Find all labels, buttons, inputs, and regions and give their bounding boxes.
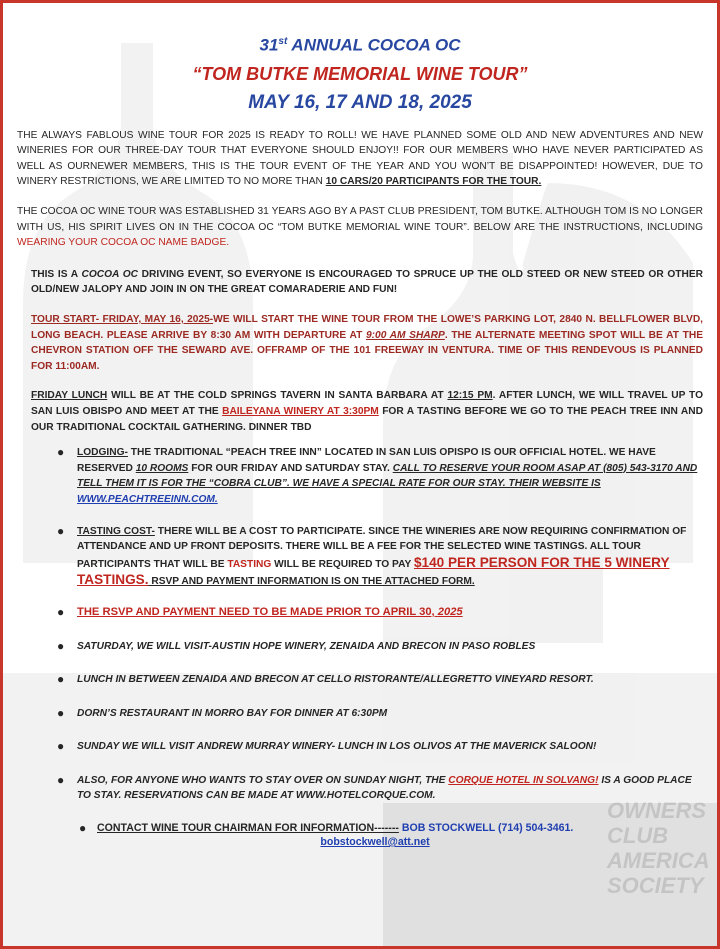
- list-item-lodging: [57, 445, 703, 507]
- peach-tree-website-link[interactable]: WWW.PEACHTREEINN.COM.: [77, 493, 218, 505]
- annual-number: 31: [259, 35, 279, 55]
- intro-text: THE ALWAYS FABLOUS WINE TOUR FOR 2025 IS READY TO ROLL! WE HAVE PLANNED SOME OLD AND NEW ADVENTURES AND NEW WINERIES FOR OUR THREE-DAY TOUR THAT EVERYONE SHOULD ENJOY!! FOR OUR MEMBERS WHO HAVE NEVER PARTICIPATED AS WELL AS OURNEWER MEMBERS, THIS IS THE TOUR EVENT OF THE YEAR AND YOU WON’T BE DISAPPOINTED! HOWEVER, DUE TO WINERY RESTRICTIONS, WE ARE LIMITED TO NO MORE THAN: [17, 129, 703, 188]
- friday-lunch-text: WILL BE AT THE COLD SPRINGS TAVERN IN SANTA BARBARA AT: [107, 390, 448, 402]
- history-paragraph: [17, 204, 703, 251]
- bullet-icon: ●: [57, 672, 65, 687]
- afternoon-text: . AFTER LUNCH, WE WILL TRAVEL UP TO SAN LUIS OBISPO AND MEET AT THE: [31, 390, 704, 417]
- bullet-icon: ●: [57, 705, 65, 720]
- bullet-icon: ●: [79, 821, 87, 836]
- watermark-america: AMERICA: [607, 848, 710, 873]
- lunch-text: LUNCH IN BETWEEN ZENAIDA AND BRECON AT CELLO RISTORANTE/ALLEGRETTO VINEYARD RESORT.: [77, 674, 594, 686]
- list-item-saturday: [57, 638, 703, 655]
- tour-details-list: [17, 445, 703, 804]
- bullet-icon: ●: [57, 523, 65, 538]
- sunday-text: SUNDAY WE WILL VISIT ANDREW MURRAY WINERY- LUNCH IN LOS OLIVOS AT THE MAVERICK SALOON!: [77, 741, 597, 753]
- lodging-label: LODGING-: [77, 447, 128, 459]
- evening-text: FOR A TASTING BEFORE WE GO TO THE PEACH TREE INN AND OUR TRADITIONAL COCKTAIL GATHERING. DINNER TBD: [31, 405, 703, 433]
- contact-email-link[interactable]: bobstockwell@att.net: [320, 836, 430, 849]
- watermark-society: SOCIETY: [607, 873, 704, 898]
- history-text: THE COCOA OC WINE TOUR WAS ESTABLISHED 31 YEARS AGO BY A PAST CLUB PRESIDENT, TOM BUTKE. ALTHOUGH TOM IS NO LONGER WITH US, HIS SPIRIT LIVES ON IN THE COCOA OC “TOM BUTKE MEMORIAL WINE TOUR”. BELOW ARE THE INSTRUCTIONS, INCLUDING: [17, 206, 703, 233]
- deadline-year: 2025: [437, 605, 463, 618]
- watermark-club: CLUB: [607, 823, 669, 848]
- list-item-lunch: [57, 672, 703, 688]
- flyer-content: [3, 3, 717, 848]
- watermark-owners: OWNERS: [607, 798, 706, 823]
- friday-lunch-label: FRIDAY LUNCH: [31, 390, 108, 402]
- tasting-word: TASTING: [227, 558, 272, 570]
- contact-line: [17, 820, 703, 836]
- list-item-dinner: [57, 705, 703, 722]
- tasting-text: THERE WILL BE A COST TO PARTICIPATE. SINCE THE WINERIES ARE NOW REQUIRING CONFIRMATION OF ATTENDANCE AND UP FRONT DEPOSITS. THERE WILL BE A FEE FOR THE SELECTED WINE TASTINGS. ALL TOUR PARTICIPANTS THAT WILL BE: [77, 525, 687, 570]
- list-item-tasting-cost: [57, 523, 703, 590]
- annual-suffix: st: [278, 36, 288, 47]
- tour-start-text: WE WILL START THE WINE TOUR FROM THE LOWE’S PARKING LOT, 2840 N. BELLFLOWER BLVD, LONG BEACH. PLEASE ARRIVE BY 8:30 AM WITH DEPARTURE AT: [31, 314, 704, 341]
- lodging-rooms: 10 ROOMS: [135, 462, 189, 474]
- tasting-label: TASTING COST-: [77, 525, 155, 537]
- lodging-text: THE TRADITIONAL “PEACH TREE INN” LOCATED IN SAN LUIS OPISPO IS OUR OFFICIAL HOTEL. WE HAVE RESERVED: [77, 447, 656, 474]
- participant-limit: 10 CARS/20 PARTICIPANTS FOR THE TOUR.: [325, 176, 542, 188]
- departure-time: 9:00 AM SHARP: [365, 329, 445, 341]
- bullet-icon: ●: [57, 638, 65, 653]
- driving-pre: THIS IS A: [31, 268, 82, 280]
- annual-title: ANNUAL COCOA OC: [287, 35, 461, 55]
- bullet-icon: ●: [57, 604, 65, 619]
- list-item-sunday: [57, 739, 703, 755]
- baileyana-winery: BAILEYANA WINERY AT 3:30PM: [222, 405, 379, 417]
- lodging-stay: FOR OUR FRIDAY AND SATURDAY STAY.: [188, 462, 393, 474]
- saturday-text: SATURDAY, WE WILL VISIT-AUSTIN HOPE WINERY, ZENAIDA AND BRECON IN PASO ROBLES: [77, 640, 536, 652]
- list-item-deadline: [57, 604, 703, 621]
- annual-heading: [17, 31, 703, 57]
- tour-start-label: TOUR START- FRIDAY, MAY 16, 2025-: [31, 314, 214, 325]
- lodging-reserve: CALL TO RESERVE YOUR ROOM ASAP AT (805) 543-3170 AND TELL THEM IT IS FOR THE “COBRA CLUB”. WE HAVE A SPECIAL RATE FOR OUR STAY. THEIR WEBSITE IS: [77, 462, 698, 490]
- driving-post: DRIVING EVENT, SO EVERYONE IS ENCOURAGED TO SPRUCE UP THE OLD STEED OR NEW STEED OR OTHER OLD/NEW JALOPY AND JOIN IN ON THE GREAT COMARADERIE AND FUN!: [31, 268, 704, 296]
- tasting-rsvp: RSVP AND PAYMENT INFORMATION IS ON THE ATTACHED FORM.: [148, 576, 475, 588]
- name-badge-note: WEARING YOUR COCOA OC NAME BADGE.: [17, 237, 230, 249]
- list-item-sunday-stay: [57, 772, 703, 804]
- bullet-icon: ●: [57, 772, 65, 787]
- tour-dates: MAY 16, 17 AND 18, 2025: [248, 91, 472, 113]
- contact-label: CONTACT WINE TOUR CHAIRMAN FOR INFORMATION-------: [97, 822, 399, 835]
- friday-lunch-paragraph: [17, 388, 703, 435]
- dinner-text: DORN’S RESTAURANT IN MORRO BAY FOR DINNER AT 6:30PM: [77, 707, 388, 719]
- driving-club: COCOA OC: [81, 268, 138, 280]
- tasting-price: $140 PER PERSON FOR THE 5 WINERY TASTINGS.: [77, 554, 670, 588]
- corque-hotel: CORQUE HOTEL IN SOLVANG!: [448, 774, 599, 786]
- driving-event-paragraph: [17, 267, 703, 298]
- deadline-text: THE RSVP AND PAYMENT NEED TO BE MADE PRIOR TO APRIL 30,: [77, 605, 438, 618]
- alternate-meeting: . THE ALTERNATE MEETING SPOT WILL BE AT THE CHEVRON STATION OFF THE SEWARD AVE. OFFRAMP OF THE 101 FREEWAY IN VENTURA. TIME OF THIS RENDEVOUS IS PLANNED FOR 11:00AM.: [31, 329, 703, 372]
- bullet-icon: ●: [57, 739, 65, 754]
- bullet-icon: ●: [57, 445, 65, 460]
- stay-reservations: IS A GOOD PLACE TO STAY. RESERVATIONS CAN BE MADE AT WWW.HOTELCORQUE.COM.: [77, 774, 692, 802]
- contact-name-phone: BOB STOCKWELL (714) 504-3461.: [398, 822, 574, 835]
- tasting-pay: WILL BE REQUIRED TO PAY: [271, 558, 414, 570]
- tour-title: “TOM BUTKE MEMORIAL WINE TOUR”: [192, 63, 528, 84]
- stay-text: ALSO, FOR ANYONE WHO WANTS TO STAY OVER ON SUNDAY NIGHT, THE: [77, 774, 449, 786]
- lunch-time: 12:15 PM: [447, 390, 493, 402]
- intro-paragraph: [17, 128, 703, 190]
- tour-start-paragraph: [17, 312, 703, 374]
